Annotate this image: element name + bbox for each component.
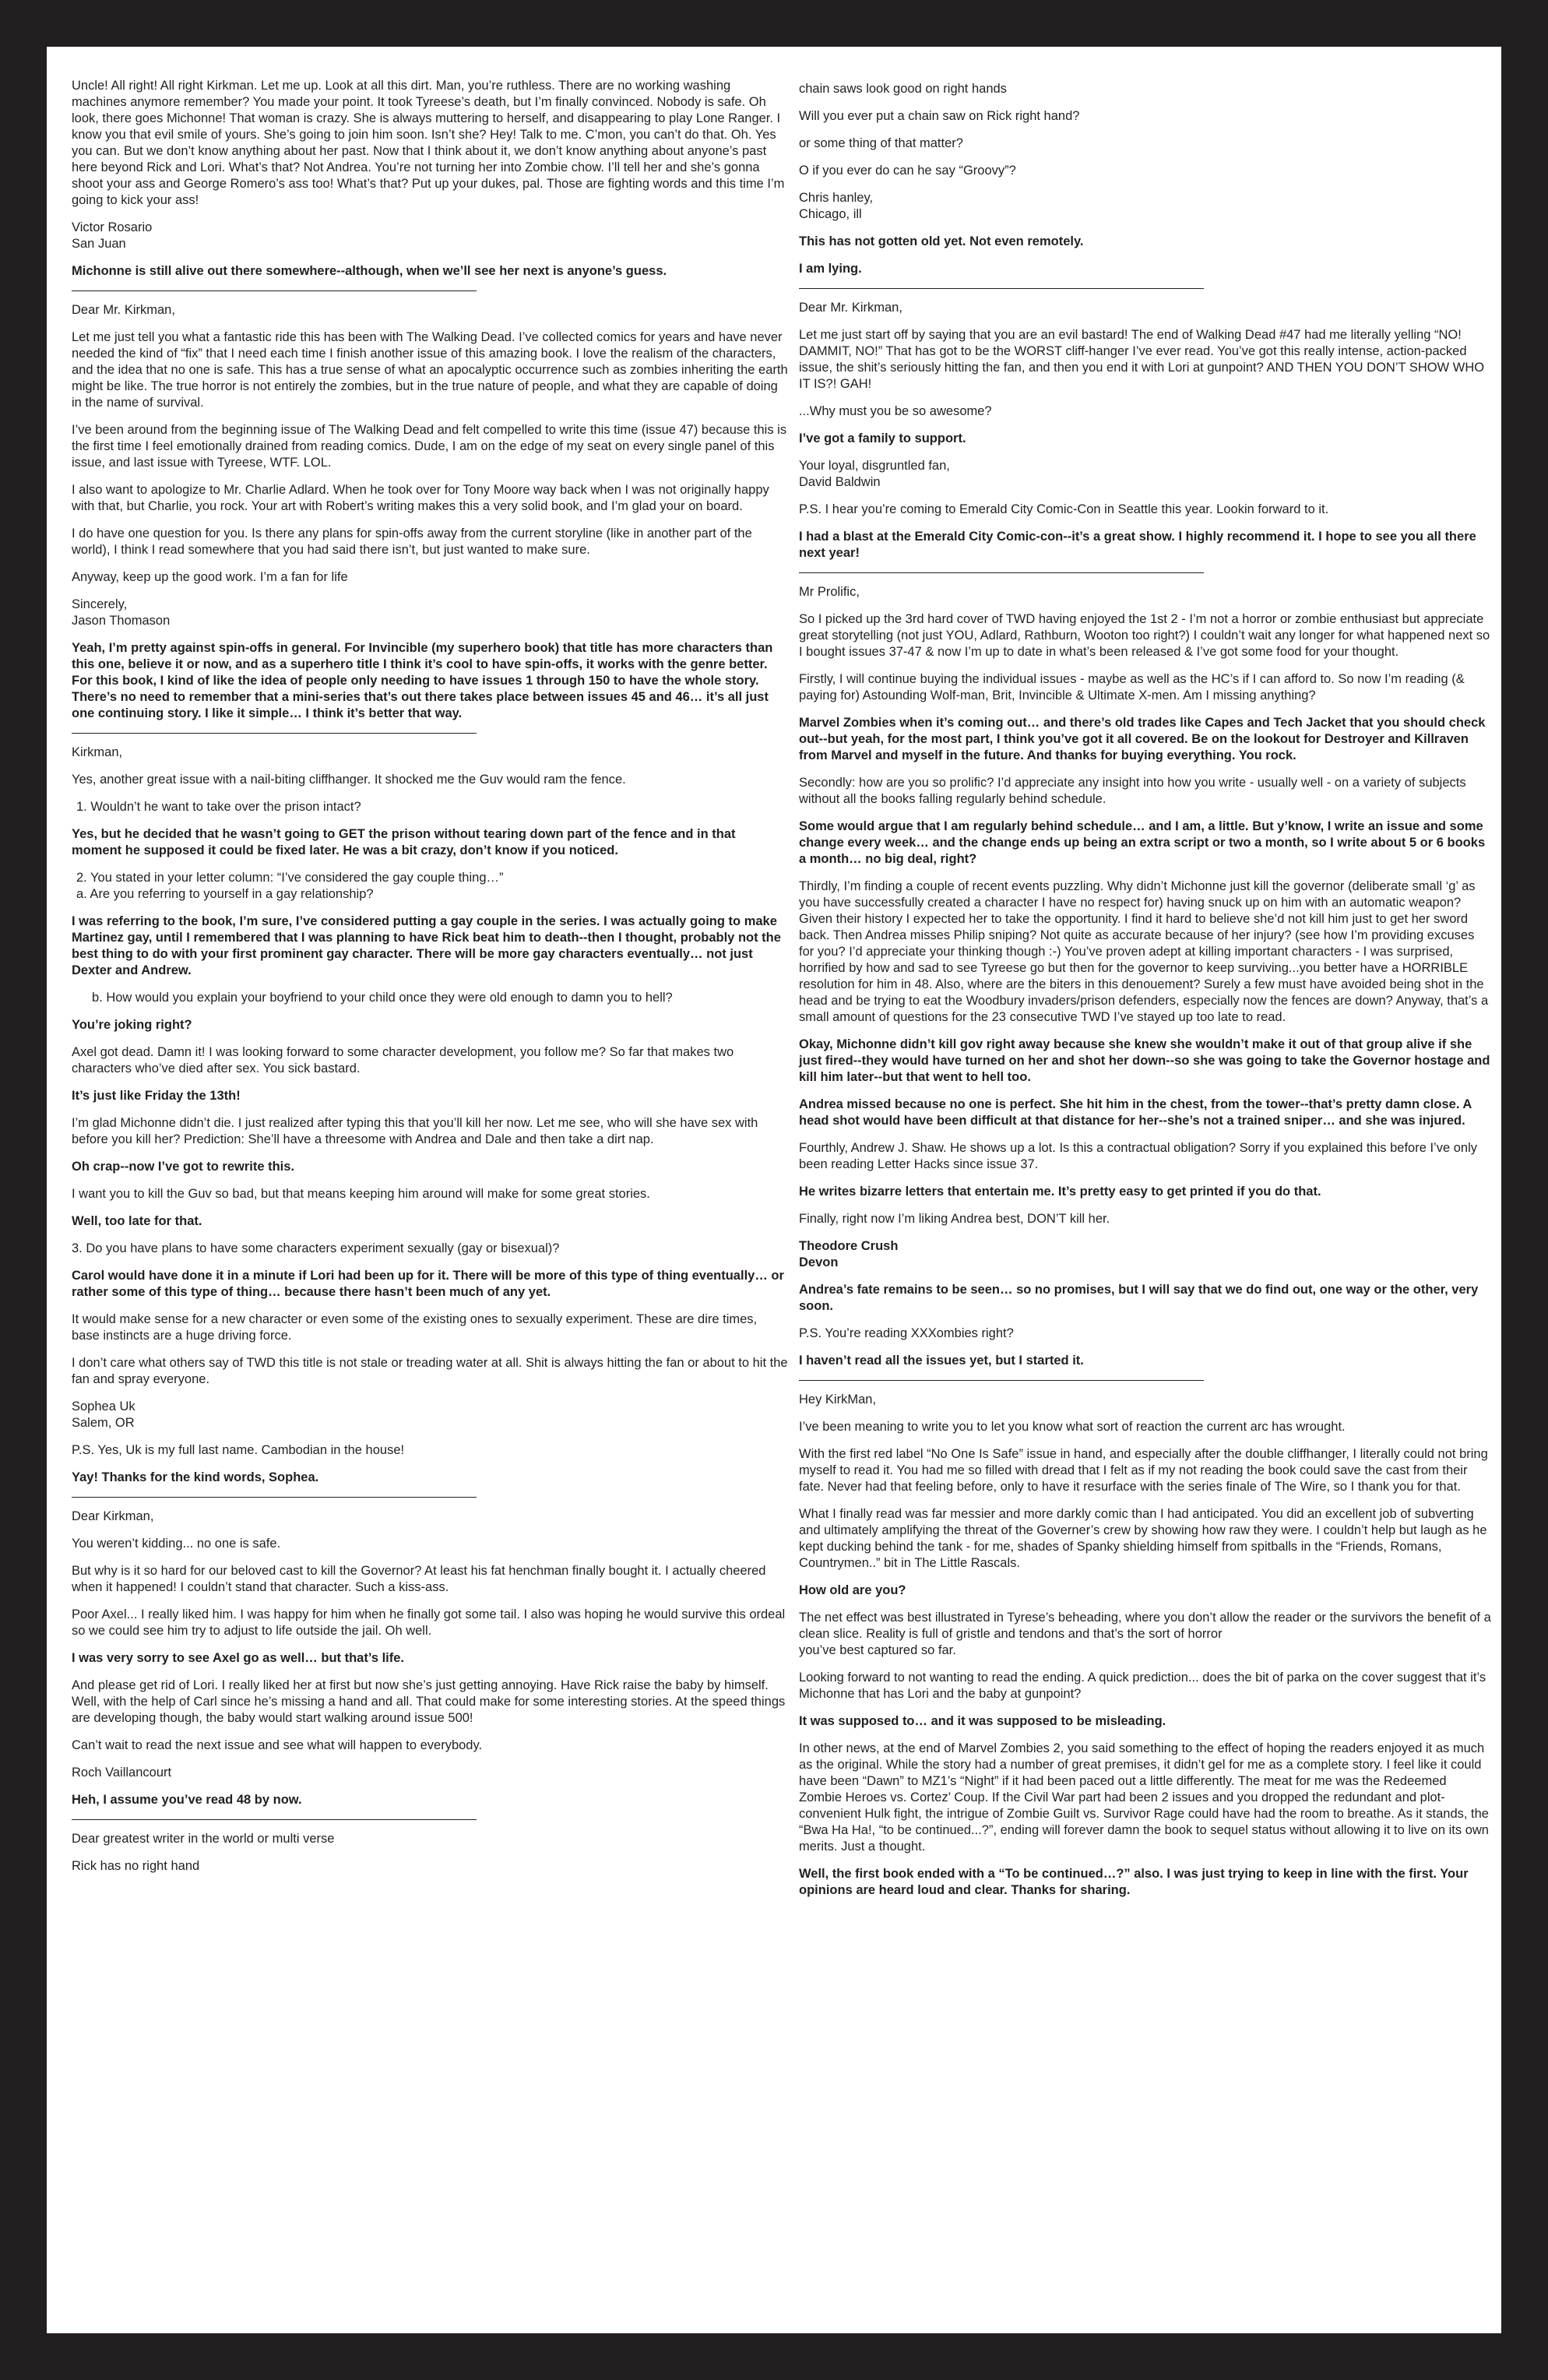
editor-response: Yeah, I’m pretty against spin-offs in general. For Invincible (my superhero book) that title has more characters than this one, believe it or now, and as a superhero title I think it’s cool to have spin-offs, it works with the genre better. For this book, I kind of like the idea of people only needing to have issues 1 through 150 to have the whole story. There’s no need to remember that a mini-series that’s out there takes place between issues 45 and 46… it’s all just one continuing story. I like it simple… I think it’s better that way. [72, 641, 773, 720]
editor-response: Carol would have done it in a minute if Lori had been up for it. There will be more of this type of thing eventually… or rather some of this type of thing… because there hasn’t been much of any yet. [72, 1269, 784, 1299]
letter-paragraph: Finally, right now I’m liking Andrea best, DON’T kill her. [799, 1212, 1110, 1226]
section-divider [72, 1819, 477, 1820]
section-divider [72, 1497, 477, 1498]
letter-paragraph: Axel got dead. Damn it! I was looking forward to some character development, you follow me? So far that makes two characters who’ve died after sex. You sick bastard. [72, 1045, 734, 1076]
letter-paragraph: Mr Prolific, [799, 585, 860, 599]
letter-paragraph: I’m glad Michonne didn’t die. I just realized after typing this that you’ll kill her now. Let me see, who will she have sex with before you kill her? Prediction: She’ll have a threesome with Andrea and Dale and then take a dirt nap. [72, 1116, 758, 1146]
letter-paragraph: P.S. I hear you’re coming to Emerald City Comic-Con in Seattle this year. Lookin forward to it. [799, 502, 1329, 516]
letter-paragraph: Let me just tell you what a fantastic ride this has been with The Walking Dead. I’ve collected comics for years and have never needed the kind of “fix” that I need each time I finish another issue of this amazing book. I love the realism of the characters, and the idea that no one is safe. This has a true sense of what an apocalyptic occurrence such as zombies inheriting the earth might be like. The true horror is not entirely the zombies, but in the true nature of people, and what they are capable of doing in the name of survival. [72, 330, 788, 410]
editor-response: He writes bizarre letters that entertain me. It’s pretty easy to get printed if you do that. [799, 1185, 1321, 1199]
editor-response: I was very sorry to see Axel go as well… but that’s life. [72, 1651, 405, 1665]
letter-paragraph: Rick has no right hand [72, 1859, 200, 1873]
letter-paragraph: But why is it so hard for our beloved cast to kill the Governor? At least his fat henchman finally bought it. I actually cheered when it happened! I couldn’t stand that character. Such a kiss-ass. [72, 1564, 766, 1594]
editor-response: Michonne is still alive out there somewhere--although, when we’ll see her next is anyone’s guess. [72, 264, 667, 278]
letter-paragraph: Dear Mr. Kirkman, [799, 301, 902, 315]
editor-response: Andrea missed because no one is perfect. She hit him in the chest, from the tower--that’s pretty damn close. A head shot would have been difficult at that distance for her--she’s not a trained sniper… and she was injured. [799, 1097, 1472, 1128]
editor-response: I had a blast at the Emerald City Comic-con--it’s a great show. I highly recommend it. I hope to see you all there next year! [799, 530, 1476, 560]
editor-response: I was referring to the book, I’m sure, I’ve considered putting a gay couple in the series. I was actually going to make Martinez gay, until I remembered that I was planning to have Rick beat him to death--then I thought, probably not the best thing to do with your first prominent gay character. There will be more gay characters eventually… not just Dexter and Andrew. [72, 914, 781, 977]
letter-paragraph: I’ve been around from the beginning issue of The Walking Dead and felt compelled to write this time (issue 47) because this is the first time I feel emotionally drained from reading comics. Dude, I am on the edge of my seat on every single panel of this issue, and last issue with Tyreese, WTF. LOL. [72, 423, 787, 470]
editor-response: Some would argue that I am regularly behind schedule… and I am, a little. But y’know, I write an issue and some change every week… and the change ends up being an extra script or two a month, so I write about 5 or 6 books a month… no big deal, right? [799, 819, 1486, 866]
letter-paragraph: Fourthly, Andrew J. Shaw. He shows up a lot. Is this a contractual obligation? Sorry if you explained this before I’ve only been reading Letter Hacks since issue 37. [799, 1141, 1477, 1171]
letter-paragraph: Dear Kirkman, [72, 1509, 154, 1523]
letter-paragraph: P.S. You’re reading XXXombies right? [799, 1326, 1014, 1340]
letter-paragraph: So I picked up the 3rd hard cover of TWD having enjoyed the 1st 2 - I’m not a horror or zombie enthusiast but appreciate great storytelling (not just YOU, Adlard, Rathburn, Wooton too right?) I couldn’t wait any longer for what happened next so I bought issues 37-47 & now I’m up to date in what’s been released & I’ve got some food for your thought. [799, 612, 1490, 659]
section-divider [72, 290, 477, 291]
section-divider [72, 733, 477, 734]
letter-paragraph: Will you ever put a chain saw on Rick right hand? [799, 109, 1080, 123]
editor-response: Okay, Michonne didn’t kill gov right away because she knew she wouldn’t make it out of that group alive if she just fired--they would have turned on her and shot her down--so she was going to take the Governor hostage and kill him later--but that went to hell too. [799, 1037, 1490, 1084]
letters-page [47, 47, 1501, 2333]
letter-paragraph: 1. Wouldn’t he want to take over the prison intact? [76, 800, 361, 814]
letter-paragraph: Sincerely, Jason Thomason [72, 597, 171, 628]
letter-paragraph: Yes, another great issue with a nail-biting cliffhanger. It shocked me the Guv would ram the fence. [72, 773, 626, 787]
letter-paragraph: O if you ever do can he say “Groovy”? [799, 164, 1016, 178]
letter-paragraph: Poor Axel... I really liked him. I was happy for him when he finally got some tail. I also was hoping he would survive this ordeal so we could see him try to adjust to life outside the jail. Oh well. [72, 1607, 786, 1638]
editor-response: It was supposed to… and it was supposed to be misleading. [799, 1714, 1166, 1728]
editor-response: Well, the first book ended with a “To be continued…?” also. I was just trying to keep in line with the first. Your opinions are heard loud and clear. Thanks for sharing. [799, 1867, 1469, 1897]
letter-paragraph: I’ve been meaning to write you to let you know what sort of reaction the current arc has wrought. [799, 1420, 1346, 1434]
letter-paragraph: Looking forward to not wanting to read the ending. A quick prediction... does the bit of parka on the cover suggest that it’s Michonne that has Lori and the baby at gunpoint? [799, 1671, 1486, 1701]
letter-paragraph: I don’t care what others say of TWD this title is not stale or treading water at all. Shit is always hitting the fan or about to hit the fan and spray everyone. [72, 1356, 788, 1386]
letter-paragraph: In other news, at the end of Marvel Zombies 2, you said something to the effect of hoping the readers enjoyed it as much as the original. While the story had a number of great premises, it didn’t gel for me as a complete story. I feel like it could have been “Dawn” to MZ1’s “Night” if it had been paced out a little differently. The meat for me was the Redeemed Zombie Heroes vs. Cortez’ Coup. If the Civil War part had been 2 issues and you dropped the redundant and plot-convenient Hulk fight, the intrigue of Zombie Guilt vs. Survivor Rage could have had the room to breathe. As it stands, the “Bwa Ha Ha!, “to be continued...?”, ending will forever damn the book to sequel status without allowing it to live on its own merits. Just a thought. [799, 1741, 1489, 1854]
letter-paragraph: Sophea Uk Salem, OR [72, 1399, 135, 1430]
letter-paragraph: Anyway, keep up the good work. I’m a fan for life [72, 570, 348, 584]
editor-response: I’ve got a family to support. [799, 431, 966, 445]
letter-paragraph: Uncle! All right! All right Kirkman. Let me up. Look at all this dirt. Man, you’re ruthless. There are no working washing machines anymore remember? You made your point. It took Tyreese’s death, but I’m finally convinced. Nobody is safe. Oh look, there goes Michonne! That woman is crazy. She is always muttering to herself, and disappearing to play Lone Ranger. I know you that evil smile of yours. She’s going to join him soon. Isn’t she? Hey! Talk to me. C’mon, you can’t do that. Oh. Yes you can. But we don’t know anything about her past. Now that I think about it, we don’t know anything about anyone’s past here beyond Rick and Lori. What’s that? Not Andrea. You’re not turning her into Zombie chow. I’ll tell her and she’s gonna shoot your ass and George Romero’s ass too! What’s that? Put up your dukes, pal. Those are fighting words and this time I’m going to kick your ass! [72, 79, 785, 207]
editor-response: It’s just like Friday the 13th! [72, 1089, 241, 1103]
letter-paragraph: And please get rid of Lori. I really liked her at first but now she’s just getting annoying. Have Rick raise the baby by himself. Well, with the help of Carl since he’s missing a hand and all. That could make for some interesting stories. At the speed things are developing though, the baby would start walking around issue 500! [72, 1678, 786, 1725]
left-column [72, 78, 788, 1885]
letter-paragraph: You weren’t kidding... no one is safe. [72, 1537, 281, 1551]
letter-paragraph: Can’t wait to read the next issue and see what will happen to everybody. [72, 1738, 483, 1752]
letter-paragraph: Victor Rosario San Juan [72, 220, 153, 251]
letter-paragraph: P.S. Yes, Uk is my full last name. Cambodian in the house! [72, 1443, 405, 1457]
letter-paragraph: Dear greatest writer in the world or multi verse [72, 1832, 335, 1846]
letter-paragraph: Dear Mr. Kirkman, [72, 303, 175, 317]
letter-paragraph: Roch Vaillancourt [72, 1766, 172, 1780]
right-column [799, 81, 1492, 1910]
letter-paragraph: The net effect was best illustrated in Tyrese’s beheading, where you don’t allow the reader or the survivors the benefit of a clean slice. Reality is full of gristle and tendons and that’s the sort of horror you’ve best captured so far. [799, 1611, 1491, 1657]
editor-response: Heh, I assume you’ve read 48 by now. [72, 1793, 302, 1807]
editor-response: You’re joking right? [72, 1018, 192, 1032]
section-divider [799, 288, 1204, 289]
letter-paragraph: Let me just start off by saying that you are an evil bastard! The end of Walking Dead #47 had me literally yelling “NO! DAMMIT, NO!” That has got to be the WORST cliff-hanger I’ve ever read. You’ve got this really intense, action-packed issue, the shit’s seriously hitting the fan, and then you end it with Lori at gunpoint? AND THEN YOU DON’T SHOW WHO IT IS?! GAH! [799, 328, 1485, 391]
letter-paragraph: It would make sense for a new character or even some of the existing ones to sexually experiment. These are dire times, base instincts are a huge driving force. [72, 1312, 758, 1343]
letter-paragraph: I also want to apologize to Mr. Charlie Adlard. When he took over for Tony Moore way back when I was not originally happy with that, but Charlie, you rock. Your art with Robert’s writing makes this a very solid book, and I’m glad your on board. [72, 483, 769, 513]
editor-response: This has not gotten old yet. Not even remotely. [799, 234, 1084, 248]
editor-response: Andrea’s fate remains to be seen… so no promises, but I will say that we do find out, one way or the other, very soon. [799, 1283, 1479, 1313]
editor-response: Yay! Thanks for the kind words, Sophea. [72, 1470, 319, 1484]
letter-paragraph: Kirkman, [72, 745, 123, 759]
editor-response: Yes, but he decided that he wasn’t going to GET the prison without tearing down part of the fence and in that moment he supposed it could be fixed later. He was a bit crazy, don’t know if you noticed. [72, 827, 736, 857]
letter-paragraph: Chris hanley, Chicago, ill [799, 191, 874, 221]
letter-paragraph: ...Why must you be so awesome? [799, 404, 992, 418]
letter-paragraph: or some thing of that matter? [799, 136, 963, 150]
letter-paragraph: Thirdly, I’m finding a couple of recent events puzzling. Why didn’t Michonne just kill the governor (deliberate small ‘g’ as you have successfully created a character I have no respect for) having snuck up on him with an automatic weapon? Given their history I expected her to take the opportunity. I find it hard to believe she’d not kill him just to get her sword back. Then Andrea misses Philip sniping? Not quite as accurate because of her injury? (see how I’m providing excuses for you? I’d appreciate your thinking though :-) You’ve proven adept at killing important characters - I was surprised, horrified by how and sad to see Tyreese go but then for the governor to keep surviving...you better have a HORRIBLE resolution for him in 48. Also, where are the biters in this denouement? Surely a few must have avoided being shot in the head and be trying to eat the Woodbury invaders/prison defenders, especially now the fences are down? Anyway, that’s a small amount of questions for the 23 consecutive TWD I’ve stayed up too late to read. [799, 879, 1489, 1024]
letter-paragraph: 2. You stated in your letter column: “I’ve considered the gay couple thing…” a. Are you referring to yourself in a gay relationship? [76, 871, 504, 901]
editor-response: Theodore Crush Devon [799, 1239, 899, 1269]
editor-response: I haven’t read all the issues yet, but I started it. [799, 1354, 1084, 1368]
letter-paragraph: Firstly, I will continue buying the individual issues - maybe as well as the HC’s if I can afford to. So now I’m reading (& paying for) Astounding Wolf-man, Brit, Invincible & Ultimate X-men. Am I missing anything? [799, 672, 1465, 702]
editor-response: How old are you? [799, 1583, 906, 1597]
editor-response: Well, too late for that. [72, 1214, 202, 1228]
section-divider [799, 1380, 1204, 1381]
editor-response: Oh crap--now I’ve got to rewrite this. [72, 1160, 295, 1174]
letter-paragraph: Your loyal, disgruntled fan, David Baldwin [799, 459, 950, 489]
letter-paragraph: b. How would you explain your boyfriend to your child once they were old enough to damn you to hell? [92, 991, 673, 1005]
letter-paragraph: Hey KirkMan, [799, 1392, 877, 1407]
letter-paragraph: chain saws look good on right hands [799, 82, 1007, 96]
editor-response: Marvel Zombies when it’s coming out… and there’s old trades like Capes and Tech Jacket that you should check out--but yeah, for the most part, I think you’ve got it all covered. Be on the lookout for Destroyer and Killraven from Marvel and myself in the future. And thanks for buying everything. You rock. [799, 716, 1486, 762]
letter-paragraph: 3. Do you have plans to have some characters experiment sexually (gay or bisexual)? [72, 1241, 560, 1255]
letter-paragraph: With the first red label “No One Is Safe” issue in hand, and especially after the double cliffhanger, I literally could not bring myself to read it. You had me so filled with dread that I felt as if my not reading the book could save the cast from their fate. Never had that feeling before, only to have it resurface with the series finale of The Wire, so I thank you for that. [799, 1447, 1488, 1494]
letter-paragraph: What I finally read was far messier and more darkly comic than I had anticipated. You did an excellent job of subverting and ultimately amplifying the threat of the Governer’s crew by showing how raw they were. I couldn’t help but laugh as he kept ducking behind the tank - for me, shades of Spanky shielding himself from spitballs in the “Friends, Romans, Countrymen..” bit in The Little Rascals. [799, 1507, 1487, 1570]
section-divider [799, 572, 1204, 573]
editor-response: I am lying. [799, 262, 862, 276]
letter-paragraph: I do have one question for you. Is there any plans for spin-offs away from the current storyline (like in another part of the world), I think I read somewhere that you had said there isn’t, but just wanted to make sure. [72, 526, 752, 557]
letter-paragraph: Secondly: how are you so prolific? I’d appreciate any insight into how you write - usually well - on a variety of subjects without all the books falling regularly behind schedule. [799, 776, 1466, 806]
letter-paragraph: I want you to kill the Guv so bad, but that means keeping him around will make for some great stories. [72, 1187, 650, 1201]
